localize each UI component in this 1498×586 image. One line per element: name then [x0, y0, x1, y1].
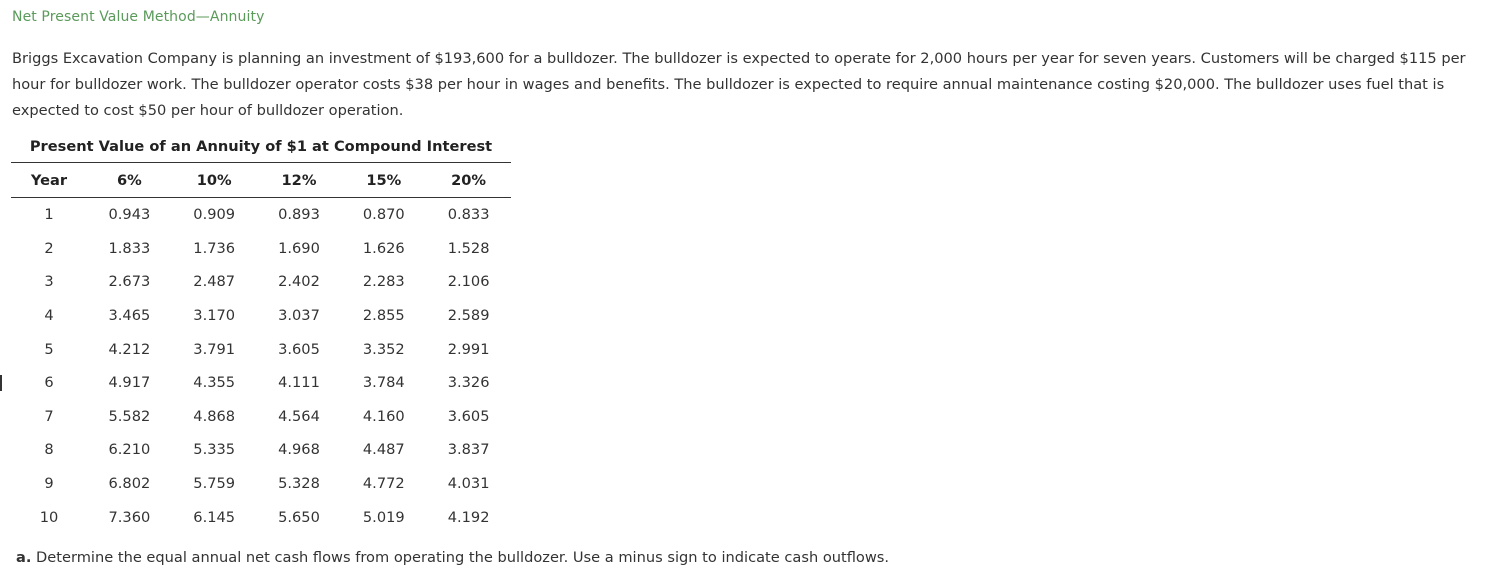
table-cell: 5.335 [193, 441, 236, 459]
table-cell: 3.170 [193, 307, 236, 325]
header-year: Year [11, 163, 87, 198]
table-cell: 0.909 [193, 206, 236, 224]
table-row [11, 198, 511, 232]
table-header-row [11, 163, 511, 198]
table-cell: 3.791 [193, 340, 236, 358]
header-rate-12: 12% [257, 163, 342, 198]
table-cell: 6.210 [108, 441, 151, 459]
table-cell: 1.528 [447, 239, 490, 257]
header-rate-20: 20% [426, 163, 511, 198]
annuity-table-container [11, 134, 511, 534]
table-cell: 3.605 [447, 407, 490, 425]
table-row [11, 467, 511, 501]
table-cell: 1.833 [108, 239, 151, 257]
table-cell: 4.917 [108, 374, 151, 392]
table-cell: 2.283 [362, 273, 405, 291]
year-cell: 3 [44, 273, 54, 291]
table-row [11, 366, 511, 400]
table-cell: 7.360 [108, 508, 151, 526]
table-cell: 2.991 [447, 340, 490, 358]
table-cell: 4.111 [278, 374, 320, 392]
table-cell: 3.784 [362, 374, 405, 392]
table-row [11, 500, 511, 534]
table-cell: 4.868 [193, 407, 236, 425]
table-cell: 2.673 [108, 273, 151, 291]
year-cell: 7 [44, 407, 54, 425]
table-cell: 1.736 [193, 239, 236, 257]
table-cell: 1.690 [278, 239, 320, 257]
edge-marker [0, 375, 2, 391]
question-label: a. [16, 549, 32, 566]
table-row [11, 332, 511, 366]
table-row [11, 232, 511, 266]
table-cell: 5.582 [108, 407, 151, 425]
table-cell: 3.352 [362, 340, 405, 358]
table-header [11, 163, 511, 198]
table-cell: 4.031 [447, 475, 490, 493]
page-title: Net Present Value Method—Annuity [12, 9, 265, 25]
table-cell: 1.626 [362, 239, 405, 257]
year-cell: 1 [44, 206, 54, 224]
table-cell: 4.487 [362, 441, 405, 459]
year-cell: 4 [44, 307, 54, 325]
table-cell: 0.893 [278, 206, 320, 224]
year-cell: 6 [44, 374, 54, 392]
table-row [11, 433, 511, 467]
problem-statement: Briggs Excavation Company is planning an investment of $193,600 for a bulldozer. The bulldozer is expected to operate for 2,000 hours per year for seven years. Customers will be charged $115 per hour for bulldozer work. The bulldozer operator costs $38 per hour in wages and benefits. The bulldozer is expected to require annual maintenance costing $20,000. The bulldozer uses fuel that is expected to cost $50 per hour of bulldozer operation. [12, 50, 1466, 119]
table-cell: 5.019 [362, 508, 405, 526]
header-rate-10: 10% [172, 163, 257, 198]
table-cell: 0.943 [108, 206, 151, 224]
table-cell: 4.355 [193, 374, 236, 392]
table-cell: 4.192 [447, 508, 490, 526]
table-cell: 5.328 [278, 475, 320, 493]
header-rate-15: 15% [341, 163, 426, 198]
table-cell: 3.465 [108, 307, 151, 325]
year-cell: 9 [44, 475, 54, 493]
table-row [11, 299, 511, 333]
table-title: Present Value of an Annuity of $1 at Compound Interest [11, 134, 511, 163]
question-a [16, 549, 889, 566]
table-cell: 6.145 [193, 508, 236, 526]
year-cell: 10 [39, 508, 59, 526]
table-cell: 5.759 [193, 475, 236, 493]
annuity-table [11, 163, 511, 534]
table-cell: 2.106 [447, 273, 490, 291]
table-body [11, 198, 511, 534]
table-cell: 0.833 [447, 206, 490, 224]
table-cell: 3.605 [278, 340, 320, 358]
table-cell: 2.589 [447, 307, 490, 325]
table-cell: 6.802 [108, 475, 151, 493]
table-row [11, 400, 511, 434]
table-cell: 4.212 [108, 340, 151, 358]
table-cell: 3.837 [447, 441, 490, 459]
table-cell: 4.564 [278, 407, 320, 425]
table-cell: 3.326 [447, 374, 490, 392]
table-cell: 3.037 [278, 307, 320, 325]
table-cell: 2.855 [362, 307, 405, 325]
table-row [11, 265, 511, 299]
table-cell: 5.650 [278, 508, 320, 526]
year-cell: 8 [44, 441, 54, 459]
question-text: Determine the equal annual net cash flows from operating the bulldozer. Use a minus sign to indicate cash outflows. [36, 549, 890, 566]
table-cell: 4.968 [278, 441, 320, 459]
table-cell: 2.487 [193, 273, 236, 291]
year-cell: 5 [44, 340, 54, 358]
table-cell: 4.160 [362, 407, 405, 425]
table-cell: 2.402 [278, 273, 320, 291]
table-cell: 4.772 [362, 475, 405, 493]
table-cell: 0.870 [362, 206, 405, 224]
year-cell: 2 [44, 239, 54, 257]
header-rate-6: 6% [87, 163, 172, 198]
